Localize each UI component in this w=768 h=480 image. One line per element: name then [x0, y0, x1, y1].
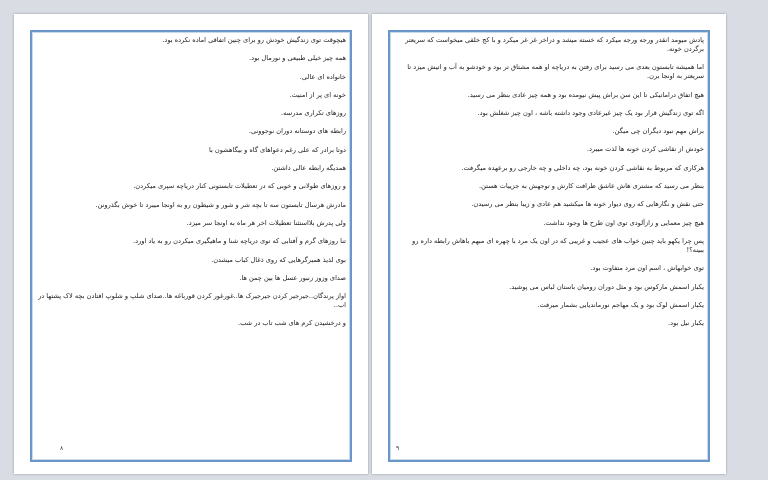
paragraph: بنظر می رسید که مشتری هاش عاشق ظرافت کارش و توجهش به جزییات هستن. [479, 182, 704, 191]
paragraph: همدیگه رابطه عالی داشتن. [271, 164, 346, 173]
paragraph: براش مهم نبود دیگران چی میگن. [612, 127, 704, 136]
paragraph: یکبار اسمش لوک بود و یک مهاجم نورماندیایی بشمار میرفت. [537, 300, 704, 309]
page-body-text[interactable] [394, 36, 704, 440]
page-number: ۸ [60, 445, 64, 452]
paragraph: اگه توی زندگیش قرار بود یک چیز غیرعادی وجود داشته باشه ، اون چیز شغلش بود. [477, 108, 704, 117]
paragraph: همه چیز خیلی طبیعی و نورمال بود. [249, 54, 346, 63]
paragraph: هیچ چیز معمایی و رازآلودی توی اون طرح ها وجود نداشت. [543, 218, 704, 227]
paragraph: هیچوقت توی زندگیش خودش رو برای چنین اتفاقی اماده نکرده بود. [162, 36, 346, 44]
paragraph: تنا روزهای گرم و آفتابی که توی دریاچه شنا و ماهیگیری میکردن رو به یاد اورد. [133, 237, 346, 246]
document-page-left [14, 14, 368, 474]
page-body-text[interactable] [36, 36, 346, 440]
paragraph: اواز پرندگان..جیرجیر کردن جیرجیرک ها..غورغور کردن قورباغه ها..صدای شلپ و شلوپ افتادن بچه لاک پشتها در اب.. [38, 292, 346, 310]
paragraph: یکبار اسمش مارکوس بود و مثل دوران رومیان باستان لباس می پوشید. [509, 282, 704, 291]
page-number: ۹ [396, 445, 400, 452]
paragraph: توی خوابهاش ، اسم اون مرد متفاوت بود. [590, 264, 704, 273]
paragraph: مادرش هرسال تابستون سه تا بچه شر و شور و شیطون رو به اونجا میبرد تا خوش بگذرونن. [95, 200, 346, 209]
paragraph: دوتا برادر که علی رغم دعواهای گاه و بیگاهشون با [208, 145, 346, 154]
paragraph: خودش از نقاشی کردن خونه ها لذت میبرد. [586, 145, 704, 154]
paragraph: و روزهای طولانی و خوبی که در تعطیلات تابستونی کنار دریاچه سپری میکردن. [133, 182, 346, 191]
paragraph: اما همیشه تابستون بعدی می رسید برای رفتن به دریاچه او همه مشتاق تر بود و خودشو به آب و اتیش میزد تا سریعتر به اونجا برن. [407, 63, 704, 81]
document-page-right [372, 14, 726, 474]
paragraph: صدای وزوز زنبور عسل ها بین چمن ها. [239, 273, 346, 282]
paragraph: هیچ اتفاق دراماتیکی تا این سن براش پیش نیومده بود و همه چیز عادی بنظر می رسید. [467, 90, 704, 99]
paragraph: روزهای تکراری مدرسه. [280, 109, 346, 118]
paragraph: پس چرا یکهو باید چنین خواب های عجیب و غریبی که در اون یک مرد با چهره ای مبهم باهاش رابطه داره رو ببینه؟! [412, 236, 704, 254]
paragraph: خونه ای پر از امنیت. [289, 90, 346, 99]
paragraph: خانواده ای عالی. [299, 72, 346, 81]
paragraph: رابطه های دوستانه دوران نوجوونی. [248, 127, 346, 136]
paragraph: یکبار نیل بود. [668, 319, 704, 328]
paragraph: بوی لذیذ همبرگرهایی که روی ذغال کباب میشدن. [211, 255, 346, 264]
paragraph: ولی پدرش بلااستثنا تعطیلات اخر هر ماه به اونجا سر میزد. [186, 218, 346, 227]
paragraph: حتی نقش و نگارهایی که روی دیوار خونه ها میکشید هم عادی و زیبا بنظر می رسیدن. [471, 200, 704, 209]
paragraph: هرکاری که مربوط به نقاشی کردن خونه بود، چه داخلی و چه خارجی رو برعهده میگرفت. [461, 163, 704, 172]
paragraph: و درخشیدن کرم های شب تاب در شب. [237, 319, 346, 328]
paragraph: پادش میومد انقدر ورجه ورجه میکرد که خسته میشد و دراخر غر غر میکرد و با کج خلقی میخواست که سریعتر برگردن خونه. [405, 36, 704, 53]
